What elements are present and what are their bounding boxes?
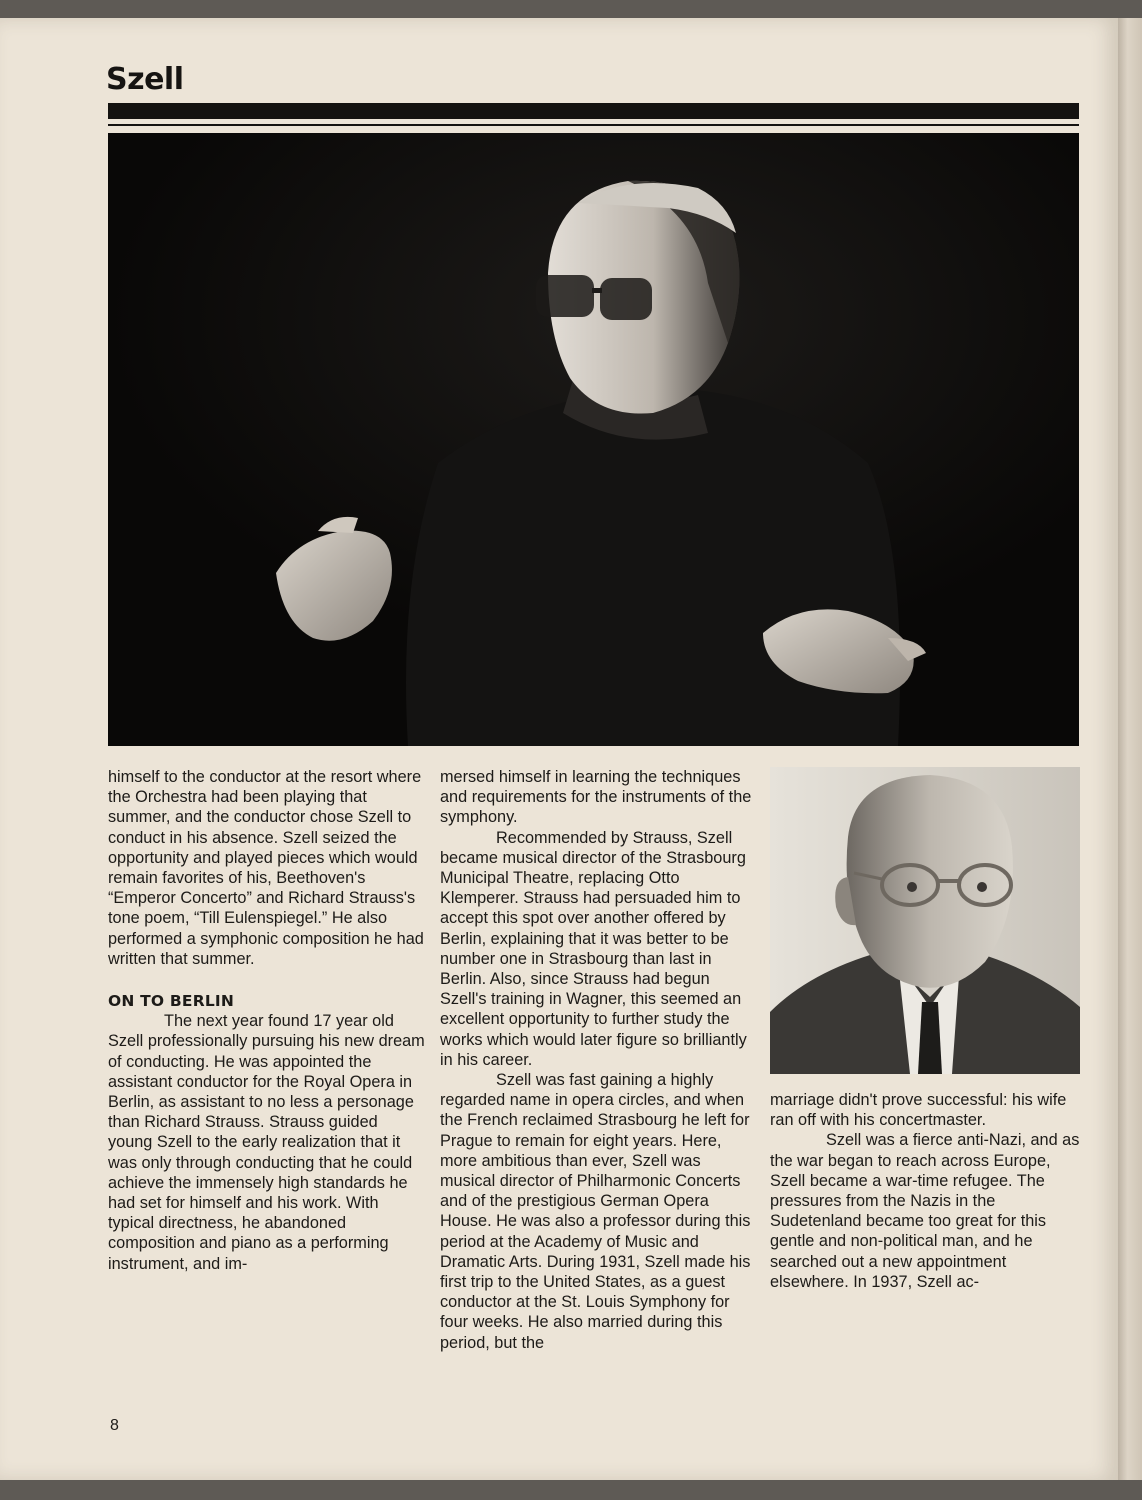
portrait-photo [770,767,1080,1074]
title-rule-thin [108,124,1079,126]
paragraph: himself to the conductor at the resort where the Orchestra had been playing that summer, and the conductor chose Szell to conduct in his absence. Szell seized the opportunity and played pieces which would remain favorites of his, Beethoven's “Emperor Concerto” and Richard Strauss's tone poem, “Till Eulenspiegel.” He also performed a symphonic composition he had written that summer. [108,768,424,968]
paragraph: The next year found 17 year old Szell professionally pursuing his new dream of conducting. He was appointed the assistant conductor for the Royal Opera in Berlin, as assistant to no less a personage than Richard Strauss. Strauss guided young Szell to the early realization that it was only through conducting that he could achieve the immensely high standards he had set for himself and his work. With typical directness, he abandoned composition and piano as a performing instrument, and im- [108,1012,425,1273]
article-column-3 [770,1090,1080,1292]
paragraph: mersed himself in learning the techniques and requirements for the instruments of the symphony. [440,768,752,827]
section-heading: ON TO BERLIN [108,992,235,1011]
paragraph: marriage didn't prove successful: his wife ran off with his concertmaster. [770,1091,1067,1130]
title-rule [108,103,1079,119]
paragraph: Szell was a fierce anti-Nazi, and as the war began to reach across Europe, Szell became a war-time refugee. The pressures from the Nazis in the Sudetenland became too great for this gentle and non-political man, and he searched out a new appointment elsewhere. In 1937, Szell ac- [770,1131,1080,1291]
page-edge [1118,18,1142,1480]
page-title: Szell [106,62,184,97]
page-number: 8 [110,1417,119,1434]
paragraph: Szell was fast gaining a highly regarded name in opera circles, and when the French reclaimed Strasbourg he left for Prague to remain for eight years. Here, more ambitious than ever, Szell was musical director of Philharmonic Concerts and of the prestigious German Opera House. He was also a professor during this period at the Academy of Music and Dramatic Arts. During 1931, Szell made his first trip to the United States, as a guest conductor at the St. Louis Symphony for four weeks. He also married during this period, but the [440,1071,751,1352]
paragraph: Recommended by Strauss, Szell became musical director of the Strasbourg Municipal Theatre, replacing Otto Klemperer. Strauss had persuaded him to accept this spot over another offered by Berlin, explaining that it was better to be number one in Strasbourg than last in Berlin. Also, since Strauss had begun Szell's training in Wagner, this seemed an excellent opportunity to further study the works which would later figure so brilliantly in his career. [440,828,747,1069]
article-column-2 [440,767,758,1353]
article-column-1 [108,767,426,1274]
conductor-photo [108,133,1079,746]
